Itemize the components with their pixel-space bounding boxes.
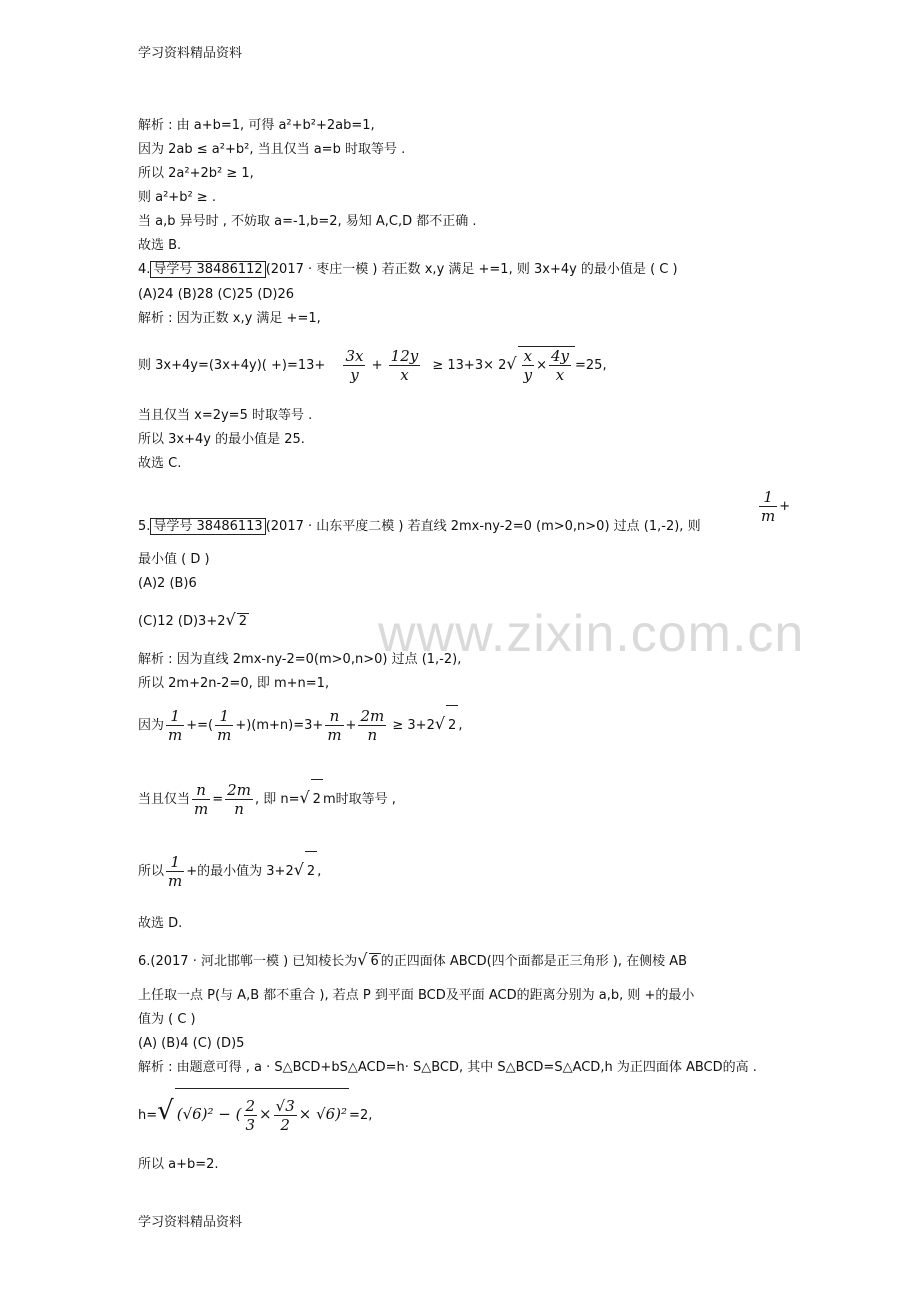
formula-text: 所以: [138, 864, 165, 879]
solution-line: 解析 : 因为正数 x,y 满足 +=1,: [138, 311, 321, 326]
radical-sign: √: [157, 1096, 174, 1126]
denominator: n: [367, 726, 378, 744]
radical-sign: √: [434, 714, 446, 733]
question-4: [138, 262, 678, 278]
solution-line: 因为 2ab ≤ a²+b², 当且仅当 a=b 时取等号 .: [138, 142, 406, 157]
sqrt-2: 2: [446, 705, 458, 746]
denominator: 3: [245, 1115, 256, 1134]
solution-formula-line: [138, 850, 321, 892]
solution-formula-line: [138, 704, 462, 746]
sqrt-2: 2: [311, 779, 323, 820]
formula-text: +的最小值为 3+2: [186, 864, 294, 879]
numerator: 1: [166, 853, 184, 872]
sqrt-2: 2: [305, 851, 317, 892]
numerator: 2: [245, 1096, 256, 1115]
page-header: 学习资料精品资料: [138, 46, 243, 61]
denominator: 2: [280, 1115, 290, 1134]
fraction-2m-over-n: [225, 781, 253, 818]
question-5-options: (A)2 (B)6: [138, 576, 197, 591]
radical-sign: √: [506, 354, 517, 373]
question-5-line: 最小值 ( D ): [138, 552, 210, 567]
sqrt-2: 2: [238, 614, 247, 629]
solution-line: 解析 : 由题意可得 , a · S△BCD+bS△ACD=h· S△BCD, 其中 S△BCD=S△ACD,h 为正四面体 ABCD的高 .: [138, 1060, 757, 1075]
formula-text: +=(: [186, 718, 214, 733]
guide-number-box: 导学号 38486112: [150, 261, 265, 278]
numerator: 1: [166, 707, 184, 726]
numerator: 2m: [360, 707, 385, 725]
fraction-3x-over-y: [343, 347, 365, 384]
denominator: m: [327, 726, 342, 744]
denominator: x: [400, 366, 409, 384]
fraction-n-over-m: [192, 781, 210, 818]
solution-line: 所以 a+b=2.: [138, 1157, 219, 1172]
denominator: m: [761, 507, 776, 525]
times-sign: ×: [259, 1105, 272, 1123]
options-text: (C)12 (D)3+2: [138, 614, 226, 629]
formula-text: ≥ 3+2: [392, 718, 435, 733]
formula-text: ≥ 13+3× 2: [432, 358, 507, 373]
numerator: 3x: [345, 347, 364, 365]
question-number: 4.: [138, 262, 151, 277]
plus-sign: +: [345, 718, 357, 733]
fraction-1-over-m: [757, 488, 790, 525]
numerator: n: [192, 781, 210, 800]
solution-line: 故选 C.: [138, 456, 182, 471]
question-6-line: 上任取一点 P(与 A,B 都不重合 ), 若点 P 到平面 BCD及平面 ACD的距离分别为 a,b, 则 +的最小: [138, 988, 695, 1003]
radicand-text: × √6)²: [298, 1105, 348, 1123]
question-4-options: (A)24 (B)28 (C)25 (D)26: [138, 287, 295, 302]
fraction-1-over-m: [166, 853, 184, 890]
numerator: 1: [759, 488, 777, 507]
radicand-text: (√6)² − (: [176, 1105, 242, 1123]
formula-text: =25,: [575, 358, 607, 373]
question-5: [138, 519, 701, 535]
numerator: 4y: [550, 347, 570, 365]
formula-text: ,: [317, 864, 322, 879]
formula-text: =2,: [349, 1108, 373, 1123]
question-text: (2017 · 山东平度二模 ) 若直线 2mx-ny-2=0 (m>0,n>0) 过点 (1,-2), 则: [265, 519, 701, 534]
solution-formula-line: [138, 1086, 372, 1141]
question-text: 6.(2017 · 河北邯郸一模 ) 已知棱长为: [138, 954, 358, 969]
radical-sign: √: [357, 950, 368, 969]
denominator: m: [217, 726, 232, 744]
fraction-1-over-m: [166, 707, 184, 744]
denominator: m: [168, 872, 183, 890]
formula-text: 则 3x+4y=(3x+4y)( +)=13+: [138, 358, 326, 373]
numerator: 1: [215, 707, 233, 726]
formula-text: , 即 n=: [254, 792, 300, 807]
sqrt-6: 6: [370, 954, 379, 969]
solution-line: 所以 3x+4y 的最小值是 25.: [138, 432, 305, 447]
solution-line: 当 a,b 异号时 , 不妨取 a=-1,b=2, 易知 A,C,D 都不正确 .: [138, 214, 477, 229]
solution-line: 解析 : 由 a+b=1, 可得 a²+b²+2ab=1,: [138, 118, 375, 133]
fraction-x-over-y: [522, 347, 534, 384]
fraction-4y-over-x: [549, 347, 571, 384]
solution-line: 当且仅当 x=2y=5 时取等号 .: [138, 408, 313, 423]
denominator: m: [194, 800, 209, 818]
fraction-2-over-3: [244, 1097, 258, 1134]
solution-formula-line: [138, 778, 396, 820]
question-text: 的正四面体 ABCD(四个面都是正三角形 ), 在侧棱 AB: [380, 954, 688, 969]
sqrt-product: [518, 346, 575, 385]
question-text: (2017 · 枣庄一模 ) 若正数 x,y 满足 +=1, 则 3x+4y 的最小值是 ( C ): [265, 262, 678, 277]
watermark: www.zixin.com.cn: [378, 605, 805, 663]
numerator: 12y: [390, 347, 419, 365]
page-footer: 学习资料精品资料: [138, 1215, 243, 1230]
radical-sign: √: [275, 1096, 286, 1115]
question-5-options: [138, 612, 249, 630]
fraction: [759, 488, 777, 525]
formula-text: ,: [458, 718, 463, 733]
formula-text: m时取等号 ,: [322, 792, 396, 807]
question-6: [138, 952, 687, 970]
solution-line: 故选 B.: [138, 238, 182, 253]
formula-text: 当且仅当: [138, 792, 191, 807]
radicand: 3: [285, 1096, 295, 1115]
times-sign: ×: [536, 358, 547, 373]
solution-formula-line: 则 3x+4y=(3x+4y)( +)=13+ $\frac{3x}{y}$ + $\frac{12y}{x}$ ≥ 13+3× 2√ $\frac{x}{y}$ × $\frac{4y}{x}$ =25,: [138, 347, 607, 384]
numerator: x: [522, 347, 534, 366]
denominator: x: [555, 366, 565, 384]
numerator: n: [325, 707, 343, 726]
radical-sign: √: [225, 610, 236, 629]
equals-sign: =: [212, 792, 224, 807]
question-6-line: 值为 ( C ): [138, 1012, 196, 1027]
solution-line: 则 a²+b² ≥ .: [138, 190, 216, 205]
fraction-1-over-m: [215, 707, 233, 744]
plus-sign: +: [779, 499, 791, 514]
h-radicand: [175, 1088, 349, 1139]
denominator: n: [234, 800, 244, 818]
formula-text: h=: [138, 1108, 158, 1123]
solution-line: 故选 D.: [138, 916, 183, 931]
denominator: y: [350, 366, 359, 384]
radical-sign: √: [299, 788, 310, 807]
fraction-root3-over-2: [274, 1097, 297, 1134]
question-number: 5.: [138, 519, 151, 534]
fraction-2m-over-n: [358, 707, 386, 744]
fraction-12y-over-x: [389, 347, 421, 384]
question-6-options: (A) (B)4 (C) (D)5: [138, 1036, 245, 1051]
solution-line: 解析 : 因为直线 2mx-ny-2=0(m>0,n>0) 过点 (1,-2),: [138, 652, 462, 667]
solution-line: 所以 2a²+2b² ≥ 1,: [138, 166, 254, 181]
formula-text: +)(m+n)=3+: [235, 718, 324, 733]
numerator: 2m: [227, 781, 251, 799]
formula-text: 因为: [138, 718, 165, 733]
guide-number-box: 导学号 38486113: [150, 518, 265, 535]
radical-sign: √: [293, 860, 304, 879]
solution-line: 所以 2m+2n-2=0, 即 m+n=1,: [138, 676, 330, 691]
denominator: m: [168, 726, 183, 744]
denominator: y: [523, 366, 533, 384]
fraction-n-over-m: [325, 707, 343, 744]
numerator: [274, 1097, 297, 1116]
